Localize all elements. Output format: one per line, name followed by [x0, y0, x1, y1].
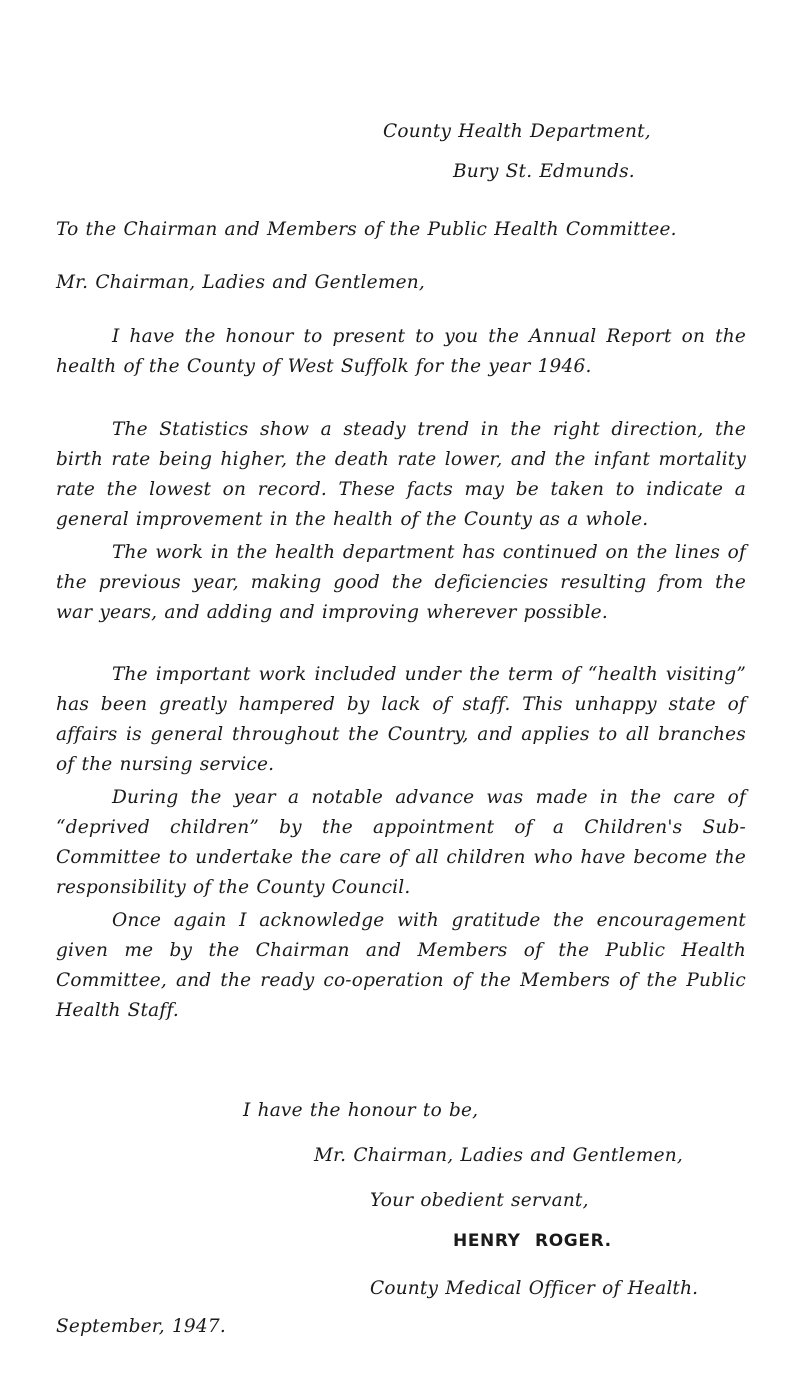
paragraph-deprived-children: During the year a notable advance was made in the care of “deprived children” by the appointment of a Children's Sub-Committee to undertake the care of all children who have become the responsibility of the County Council.	[56, 787, 746, 898]
paragraph-health-visiting: The important work included under the term of “health visiting” has been greatly hampered by lack of staff. This unhappy state of affairs is general throughout the Country, and applies to all branches of the nursing service.	[56, 664, 746, 775]
signature-name: HENRY ROGER.	[453, 1231, 612, 1251]
paragraph-health-department-work: The work in the health department has continued on the lines of the previous year, making good the deficiencies resulting from the war years, and adding and improving wherever possible.	[56, 542, 746, 623]
closing-line-3: Your obedient servant,	[370, 1190, 589, 1211]
closing-line-1: I have the honour to be,	[243, 1100, 479, 1121]
signature-title: County Medical Officer of Health.	[370, 1278, 699, 1299]
letter-date: September, 1947.	[56, 1316, 226, 1337]
paragraph-statistics: The Statistics show a steady trend in the right direction, the birth rate being higher, the death rate lower, and the infant mortality rate the lowest on record. These facts may be taken to indicate a general improvement in the health of the County as a whole.	[56, 419, 746, 530]
salutation: Mr. Chairman, Ladies and Gentlemen,	[56, 272, 425, 293]
sender-address-line-2: Bury St. Edmunds.	[453, 161, 635, 182]
addressee-line: To the Chairman and Members of the Public Health Committee.	[56, 219, 677, 240]
sender-address-line-1: County Health Department,	[383, 121, 651, 142]
closing-line-2: Mr. Chairman, Ladies and Gentlemen,	[314, 1145, 683, 1166]
paragraph-acknowledgement: Once again I acknowledge with gratitude the encouragement given me by the Chairman and Members of the Public Health Committee, and the ready co-operation of the Members of the Public Health Staff.	[56, 910, 746, 1021]
paragraph-intro: I have the honour to present to you the Annual Report on the health of the County of West Suffolk for the year 1946.	[56, 326, 746, 377]
